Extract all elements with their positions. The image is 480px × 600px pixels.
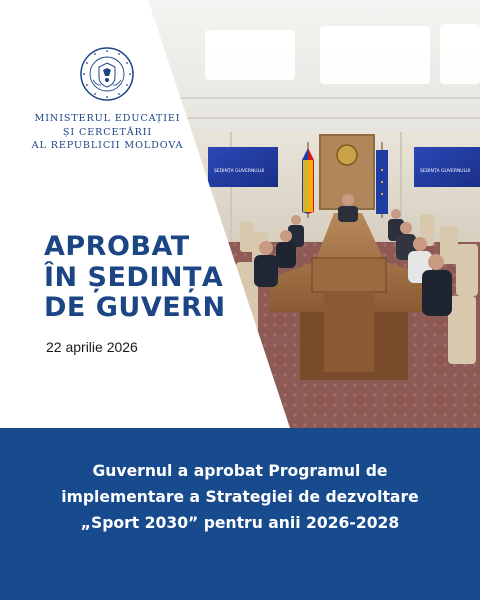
- headline: [44, 232, 226, 324]
- wall-screen-left-title: ȘEDINȚA GUVERNULUI: [214, 169, 265, 174]
- announcement-text: [0, 458, 480, 536]
- ministry-name-line: MINISTERUL EDUCAȚIEI: [34, 113, 181, 124]
- headline-line: APROBAT: [44, 231, 190, 262]
- announcement-line: „Sport 2030” pentru anii 2026-2028: [80, 514, 400, 532]
- wall-screen-right-title: ȘEDINȚA GUVERNULUI: [420, 169, 471, 174]
- ministry-name-line: AL REPUBLICII MOLDOVA: [31, 140, 184, 151]
- government-seal-icon: [79, 46, 135, 102]
- announcement-line: Guvernul a aprobat Programul de: [92, 462, 388, 480]
- headline-line: ÎN ȘEDINȚA: [44, 261, 224, 293]
- announcement-band: [0, 428, 480, 600]
- headline-line: DE GUVERN: [44, 292, 226, 323]
- announcement-line: implementare a Strategiei de dezvoltare: [61, 488, 419, 506]
- ministry-name-line: ȘI CERCETĂRII: [62, 126, 153, 138]
- announcement-date: 22 aprilie 2026: [46, 339, 138, 355]
- ministry-name: [20, 112, 195, 153]
